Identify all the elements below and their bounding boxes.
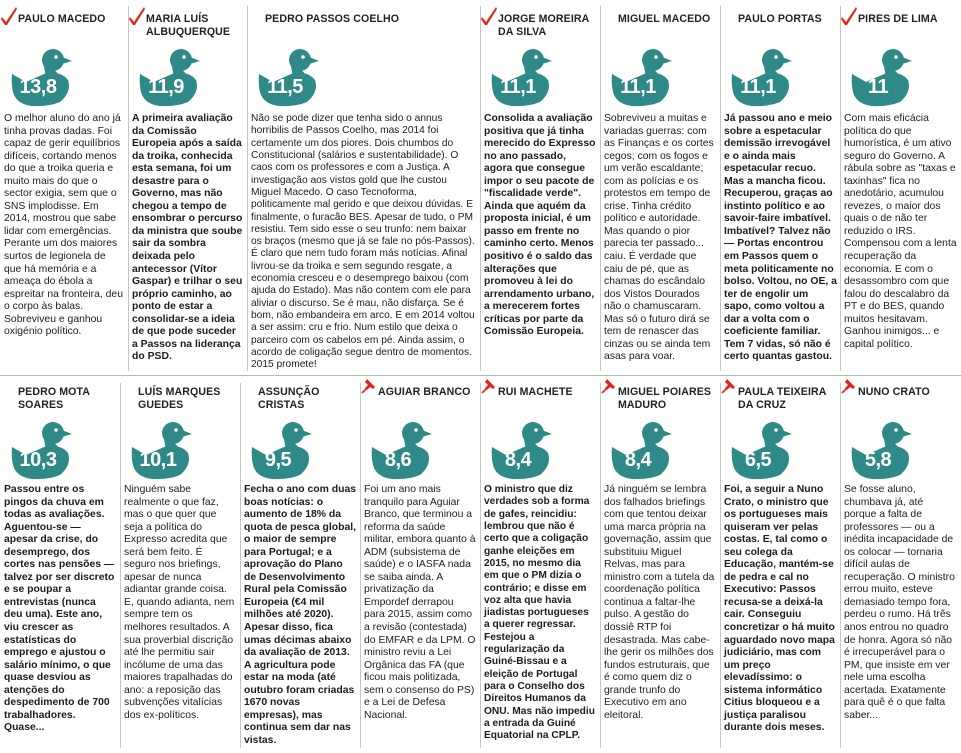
score-value: 11,1 xyxy=(620,76,656,98)
minister-assessment: Se fosse aluno, chumbava já, até porque a falta de professores — ou a inédita incapacidade de os colocar — tornaria difícil aulas de recuperação. O ministro errou muito, esteve demasiado tempo fora, perdeu o rumo. Há três anos entrou no quadro de honra. Agora só não é irrecuperável para o PM, que insiste em ver nele uma escolha acertada. Exatamente para quê é o que falta saber... xyxy=(844,484,955,721)
minister-card xyxy=(720,377,840,753)
push-pin-icon xyxy=(841,377,858,397)
row-divider xyxy=(0,375,961,376)
minister-card xyxy=(480,377,600,753)
score-value: 8,4 xyxy=(504,449,532,471)
minister-assessment: Foi um ano mais tranquilo para Aguiar Branco, que terminou a reforma da saúde militar, embora quanto à ADM (subsistema de saúde) e o IASFA nada se saiba ainda. A privatização da Empordef derrapou para 2015, assim como a revisão (contestada) do EMFAR e da LPM. O ministro reviu a Lei Orgânica das FA (que ficou mais politizada, sem o consenso do PS) e a Lei de Defesa Nacional. xyxy=(364,484,476,721)
minister-name: MIGUEL MACEDO xyxy=(618,13,711,25)
minister-assessment: O ministro que diz verdades sob a forma de gafes, reincidiu: lembrou que não é certo que a coligação ganhe eleições em 2015, no mesmo dia em que o PM dizia o contrário; e disse em voz alta que havia jiadistas portugueses a querer regressar. Festejou a regularização da Guiné-Bissau e a eleição de Portugal para o Conselho dos Direitos Humanos da ONU. Mas não impediu a entrada da Guiné Equatorial na CPLP. xyxy=(484,484,595,742)
minister-card xyxy=(360,377,480,753)
check-mark-icon xyxy=(841,6,858,26)
minister-name: PEDRO PASSOS COELHO xyxy=(265,13,400,25)
minister-card xyxy=(128,0,247,376)
column-divider xyxy=(840,6,841,371)
minister-card xyxy=(247,0,480,376)
minister-assessment: O melhor aluno do ano já tinha provas dadas. Foi capaz de gerir equilíbrios difíceis, cortando menos do que a troika queria e muito mais do que o sector exigia, sem que o SNS implodisse. Em 2014, mostrou que sabe lidar com emergências. Perante um dos maiores surtos de legionela de que há memória e a ameaça do ébola a espreitar na fronteira, deu o corpo às balas. Sobreviveu e ganhou oxigénio político. xyxy=(4,113,123,338)
minister-name: AGUIAR BRANCO xyxy=(378,386,471,398)
minister-assessment: Já ninguém se lembra dos falhados briefings com que tentou deixar uma marca própria na governação, assim que substituiu Miguel Relvas, mas para ministro com a tutela da coordenação política continua a faltar-lhe pulso. A gestão do dossiê RTP foi desastrada. Mas cabe-lhe gerir os milhões dos fundos estruturais, que é como quem diz o grande trunfo do Executivo em ano eleitoral. xyxy=(604,484,715,721)
minister-assessment: Não se pode dizer que tenha sido o annus horribilis de Passos Coelho, mas 2014 foi certamente um dos piores. Dois chumbos do Constitucional (salários e sustentabilidade). O caos com os professores e com a Justiça. A investigação aos vistos gold que lhe custou Miguel Macedo. O caso Tecnoforma, politicamente mal gerido e que deixou dúvidas. E finalmente, o furacão BES. Apesar de tudo, o PM resistiu. Tem sido esse o seu trunfo: nem baixar os braços (mesmo que já se fale no pós-Passos). É claro que nem tudo foram más notícias. Afinal livrou-se da troika e sem segundo resgate, a economia cresceu e o desemprego baixou (com ajuda do Estado). Mas não contem com ele para aliviar o discurso. Se é mau, não disfarça. Se é bom, não embandeira em arco. E em 2014 voltou a ser assim: cru e frio. Num estilo que deixa o parceiro com os cabelos em pé. Ainda assim, o acordo de coligação segue dentro de momentos. 2015 promete! xyxy=(251,113,475,371)
column-divider xyxy=(480,6,481,371)
score-value: 8,4 xyxy=(624,449,652,471)
minister-card xyxy=(600,377,720,753)
column-divider xyxy=(128,6,129,371)
score-value: 11 xyxy=(867,76,889,98)
score-value: 11,5 xyxy=(267,76,303,98)
minister-name: PAULA TEIXEIRA DA CRUZ xyxy=(738,386,827,411)
push-pin-icon xyxy=(721,377,738,397)
score-value: 11,9 xyxy=(148,76,184,98)
minister-assessment: Passou entre os pingos da chuva em todas as avaliações. Aguentou-se — apesar da crise, do desemprego, dos cortes nas pensões — talvez por ser discreto e se poupar a entrevistas (nunca deu uma). Este ano, viu crescer as estatísticas do emprego e ajustou o salário mínimo, o que quase desviou as atenções do despedimento de 700 trabalhadores. Quase... xyxy=(4,484,115,734)
minister-assessment: Com mais eficácia política do que humorística, é um ativo seguro do Governo. A rábula sobre as "taxas e taxinhas" fica no anedotário, acumulou revezes, o maior dos quais o de não ter reduzido o IRS. Compensou com a lenta recuperação da economia. E com o desassombro com que falou do descalabro da PT e do BES, quando muitos hesitavam. Ganhou inimigos... e capital político. xyxy=(844,113,957,350)
score-value: 9,5 xyxy=(264,449,292,471)
score-value: 5,8 xyxy=(864,449,892,471)
column-divider xyxy=(240,383,241,748)
score-value: 13,8 xyxy=(19,76,57,98)
minister-name: ASSUNÇÃO CRISTAS xyxy=(258,386,320,411)
minister-assessment: A primeira avaliação da Comissão Europeia após a saída da troika, conhecida esta semana, foi um desastre para o Governo, mas não chegou a tempo de ensombrar o percurso da ministra que soube sair da sombra deixada pelo antecessor (Vítor Gaspar) e trilhar o seu próprio caminho, ao ponto de estar a consolidar-se a ideia de que pode suceder a Passos na liderança do PSD. xyxy=(132,113,243,363)
score-value: 8,6 xyxy=(384,449,412,471)
column-divider xyxy=(600,6,601,371)
minister-name: JORGE MOREIRA DA SILVA xyxy=(498,13,589,38)
top-row xyxy=(0,0,961,376)
minister-assessment: Sobreviveu a muitas e variadas guerras: com as Finanças e os cortes cegos; com os fogos e um verão escaldante; com as polícias e os protestos em tempo de crise. Tinha crédito político e autoridade. Mas quando o pior parecia ter passado... caiu. É verdade que caiu de pé, que as chamas do escândalo dos Vistos Dourados não o chamuscaram. Mas só o futuro dirá se tem de renascer das cinzas ou se ainda tem asas para voar. xyxy=(604,113,714,363)
score-value: 11,1 xyxy=(500,76,536,98)
push-pin-icon xyxy=(361,377,378,397)
score-value: 11,1 xyxy=(740,76,776,98)
column-divider xyxy=(720,6,721,371)
minister-card xyxy=(840,0,961,376)
column-divider xyxy=(247,6,248,371)
push-pin-icon xyxy=(481,377,498,397)
minister-assessment: Consolida a avaliação positiva que já tinha merecido do Expresso no ano passado, agora que consegue impor o seu pacote de "fiscalidade verde". Ainda que aquém da proposta inicial, é um passo em frente no caminho certo. Menos positivo é o saldo das alterações que promoveu à lei do arrendamento urbano, a merecerem fortes críticas por parte da Comissão Europeia. xyxy=(484,113,596,338)
minister-assessment: Já passou ano e meio sobre a espetacular demissão irrevogável e o ainda mais espetacular recuo. Mas a mancha ficou. Recuperou, graças ao instinto político e ao savoir-faire imbatível. Imbatível? Talvez não — Portas encontrou em Passos quem o meta politicamente no bolso. Voltou, no OE, a ter de engolir um sapo, como voltou a dar a volta com o coeficiente familiar. Tem 7 vidas, só não é certo quantas gastou. xyxy=(724,113,837,363)
score-value: 10,3 xyxy=(19,449,57,471)
minister-assessment: Foi, a seguir a Nuno Crato, o ministro que os portugueses mais quiseram ver pelas costas. E, tal como o seu colega da Educação, mantém-se de pedra e cal no Executivo: Passos recusa-se a deixá-la cair. Conseguiu concretizar o há muito aguardado novo mapa judiciário, mas com um preço elevadíssimo: o sistema informático Citius bloqueou e a justiça paralisou durante dois meses. xyxy=(724,484,835,734)
minister-name: NUNO CRATO xyxy=(858,386,930,398)
minister-assessment: Fecha o ano com duas boas notícias: o aumento de 18% da quota de pesca global, o maior de sempre para Portugal; e a aprovação do Plano de Desenvolvimento Rural pela Comissão Europeia (€4 mil milhões até 2020). Apesar disso, fica umas décimas abaixo da avaliação de 2013. A agricultura pode estar na moda (até outubro foram criadas 1670 novas empresas), mas continua sem dar nas vistas. xyxy=(244,484,357,746)
minister-name: RUI MACHETE xyxy=(498,386,573,398)
minister-name: PIRES DE LIMA xyxy=(858,13,938,25)
minister-card xyxy=(720,0,840,376)
push-pin-icon xyxy=(601,377,618,397)
minister-card xyxy=(600,0,720,376)
score-value: 10,1 xyxy=(139,449,177,471)
score-value: 6,5 xyxy=(744,449,772,471)
minister-card xyxy=(0,377,120,753)
minister-name: PAULO MACEDO xyxy=(18,13,106,25)
minister-name: PAULO PORTAS xyxy=(738,13,822,25)
column-divider xyxy=(480,383,481,748)
minister-assessment: Ninguém sabe realmente o que faz, mas o que quer que seja a política do Expresso acredita que será bem feito. É seguro nos briefings, apesar de nunca adiantar grande coisa. E, quando adianta, nem sempre tem os melhores resultados. A sua proverbial discrição até lhe permitiu sair incólume de uma das maiores trapalhadas do ano: a reposição das subvenções vitalícias dos ex-políticos. xyxy=(124,484,235,721)
minister-card xyxy=(120,377,240,753)
bottom-row xyxy=(0,377,961,753)
minister-name: MIGUEL POIARES MADURO xyxy=(618,386,712,411)
column-divider xyxy=(360,383,361,748)
minister-card xyxy=(840,377,961,753)
minister-card xyxy=(240,377,360,753)
check-mark-icon xyxy=(481,6,498,26)
column-divider xyxy=(840,383,841,748)
check-mark-icon xyxy=(129,6,146,26)
column-divider xyxy=(600,383,601,748)
minister-card xyxy=(0,0,128,376)
check-mark-icon xyxy=(1,6,18,26)
minister-card xyxy=(480,0,600,376)
column-divider xyxy=(720,383,721,748)
minister-name: PEDRO MOTA SOARES xyxy=(18,386,90,411)
column-divider xyxy=(120,383,121,748)
minister-name: LUÍS MARQUES GUEDES xyxy=(138,386,221,411)
minister-name: MARIA LUÍS ALBUQUERQUE xyxy=(146,13,231,38)
